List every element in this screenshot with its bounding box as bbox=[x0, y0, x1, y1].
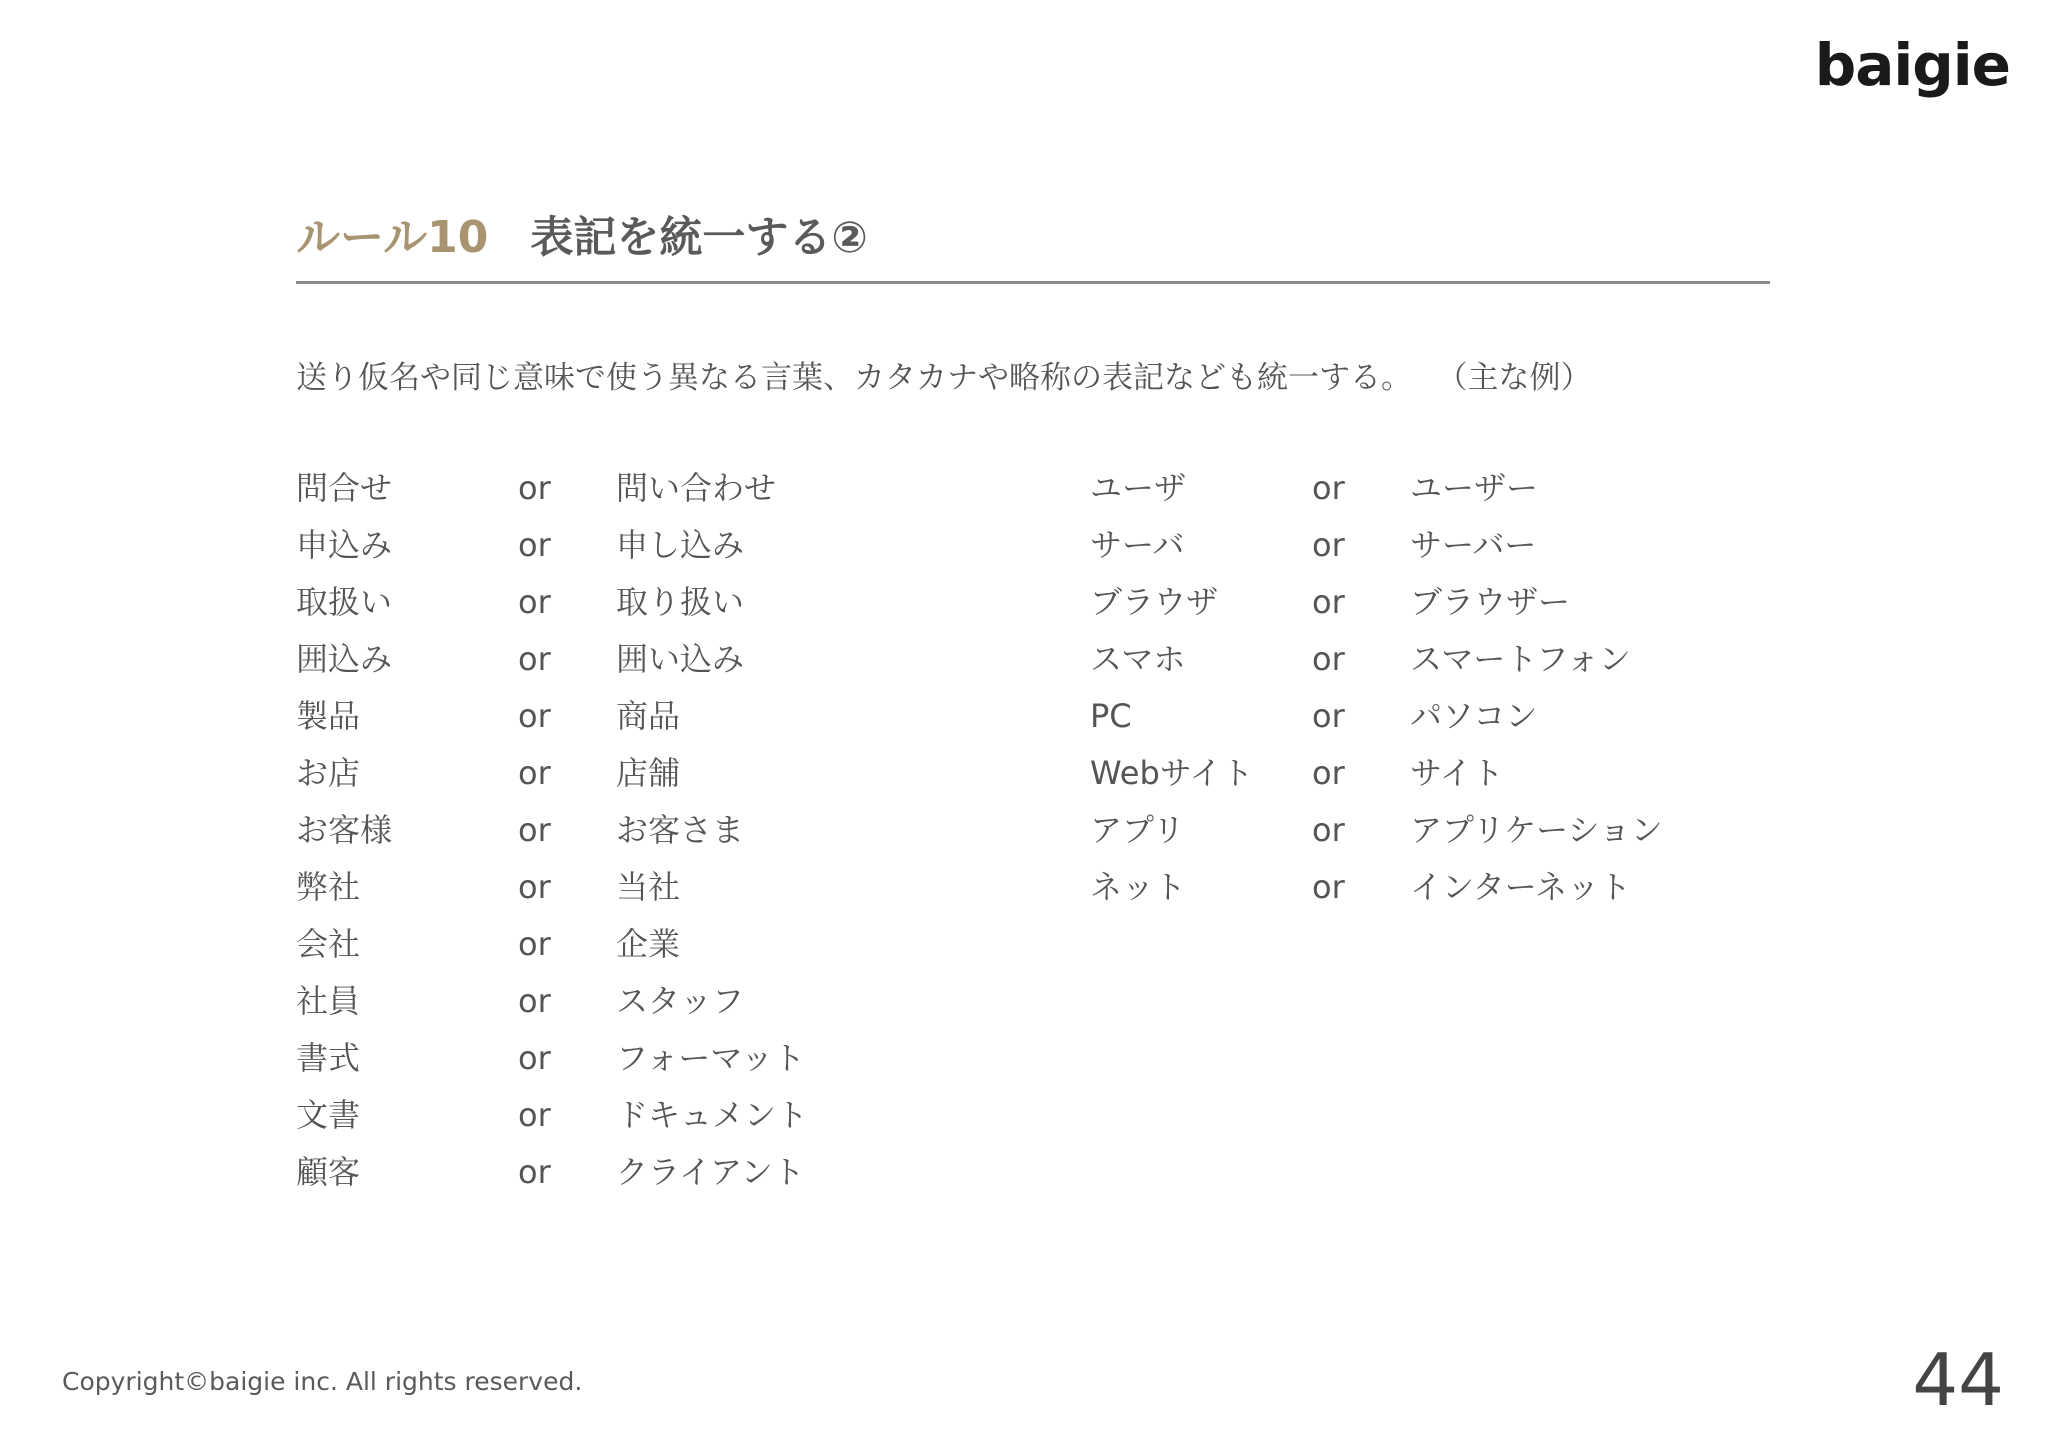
word-a: 申込み bbox=[296, 526, 393, 564]
word-b: 囲い込み bbox=[616, 640, 745, 678]
word-a: 顧客 bbox=[296, 1153, 361, 1191]
word-or: or bbox=[518, 583, 551, 621]
baigie-logo: baigie bbox=[1814, 31, 2010, 99]
word-or: or bbox=[518, 1096, 551, 1134]
word-b: ドキュメント bbox=[616, 1096, 809, 1134]
title-underline bbox=[296, 281, 1770, 284]
word-a: 社員 bbox=[296, 982, 361, 1020]
word-a: PC bbox=[1090, 697, 1132, 735]
word-b: 申し込み bbox=[616, 526, 745, 564]
word-a: 問合せ bbox=[296, 469, 393, 507]
word-b: スマートフォン bbox=[1410, 640, 1631, 678]
word-a: 会社 bbox=[296, 925, 361, 963]
word-or: or bbox=[1312, 697, 1345, 735]
word-b: 企業 bbox=[616, 925, 681, 963]
lead-note: （主な例） bbox=[1452, 360, 1592, 396]
word-or: or bbox=[518, 868, 551, 906]
word-or: or bbox=[518, 526, 551, 564]
word-or: or bbox=[518, 697, 551, 735]
word-or: or bbox=[518, 640, 551, 678]
word-a: お客様 bbox=[296, 811, 393, 849]
word-a: お店 bbox=[296, 754, 361, 792]
word-b: 当社 bbox=[616, 868, 681, 906]
word-a: ネット bbox=[1090, 868, 1187, 906]
word-b: クライアント bbox=[616, 1153, 805, 1191]
word-or: or bbox=[518, 925, 551, 963]
word-or: or bbox=[1312, 526, 1345, 564]
word-b: フォーマット bbox=[616, 1039, 806, 1077]
word-or: or bbox=[518, 754, 551, 792]
word-a: スマホ bbox=[1090, 640, 1186, 678]
word-or: or bbox=[1312, 754, 1345, 792]
word-or: or bbox=[518, 982, 551, 1020]
word-b: アプリケーション bbox=[1410, 811, 1663, 849]
word-or: or bbox=[518, 469, 551, 507]
word-b: パソコン bbox=[1410, 697, 1538, 735]
word-b: インターネット bbox=[1410, 868, 1632, 906]
word-a: ブラウザ bbox=[1090, 583, 1219, 621]
rule-number: ルール10 bbox=[296, 212, 489, 263]
word-or: or bbox=[518, 1039, 551, 1077]
word-a: 文書 bbox=[296, 1096, 361, 1134]
lead-text bbox=[296, 356, 1592, 400]
word-or: or bbox=[1312, 640, 1345, 678]
copyright-text: Copyright©baigie inc. All rights reserved. bbox=[62, 1367, 583, 1396]
word-a: 書式 bbox=[296, 1039, 361, 1077]
word-b: 店舗 bbox=[616, 754, 681, 792]
word-a: アプリ bbox=[1090, 811, 1185, 849]
word-a: 製品 bbox=[296, 697, 361, 735]
word-or: or bbox=[1312, 868, 1345, 906]
word-or: or bbox=[518, 811, 551, 849]
page-number: 44 bbox=[1912, 1338, 2004, 1422]
word-b: スタッフ bbox=[616, 982, 745, 1020]
word-or: or bbox=[1312, 469, 1345, 507]
word-b: お客さま bbox=[616, 811, 745, 849]
word-b: 問い合わせ bbox=[616, 469, 777, 507]
rule-title: 表記を統一する② bbox=[530, 213, 868, 263]
word-or: or bbox=[1312, 583, 1345, 621]
word-b: サーバー bbox=[1410, 526, 1537, 564]
word-a: Webサイト bbox=[1090, 754, 1254, 792]
word-a: ユーザ bbox=[1090, 469, 1187, 507]
slide-title bbox=[296, 212, 1770, 264]
word-b: サイト bbox=[1410, 754, 1504, 792]
word-or: or bbox=[1312, 811, 1345, 849]
word-a: 囲込み bbox=[296, 640, 393, 678]
word-a: 弊社 bbox=[296, 868, 361, 906]
word-b: ブラウザー bbox=[1410, 583, 1571, 621]
word-b: ユーザー bbox=[1410, 469, 1539, 507]
word-a: 取扱い bbox=[296, 583, 393, 621]
word-b: 取り扱い bbox=[616, 583, 745, 621]
lead-sentence: 送り仮名や同じ意味で使う異なる言葉、カタカナや略称の表記なども統一する。 bbox=[296, 360, 1412, 396]
word-b: 商品 bbox=[616, 697, 681, 735]
word-a: サーバ bbox=[1090, 526, 1185, 564]
word-or: or bbox=[518, 1153, 551, 1191]
